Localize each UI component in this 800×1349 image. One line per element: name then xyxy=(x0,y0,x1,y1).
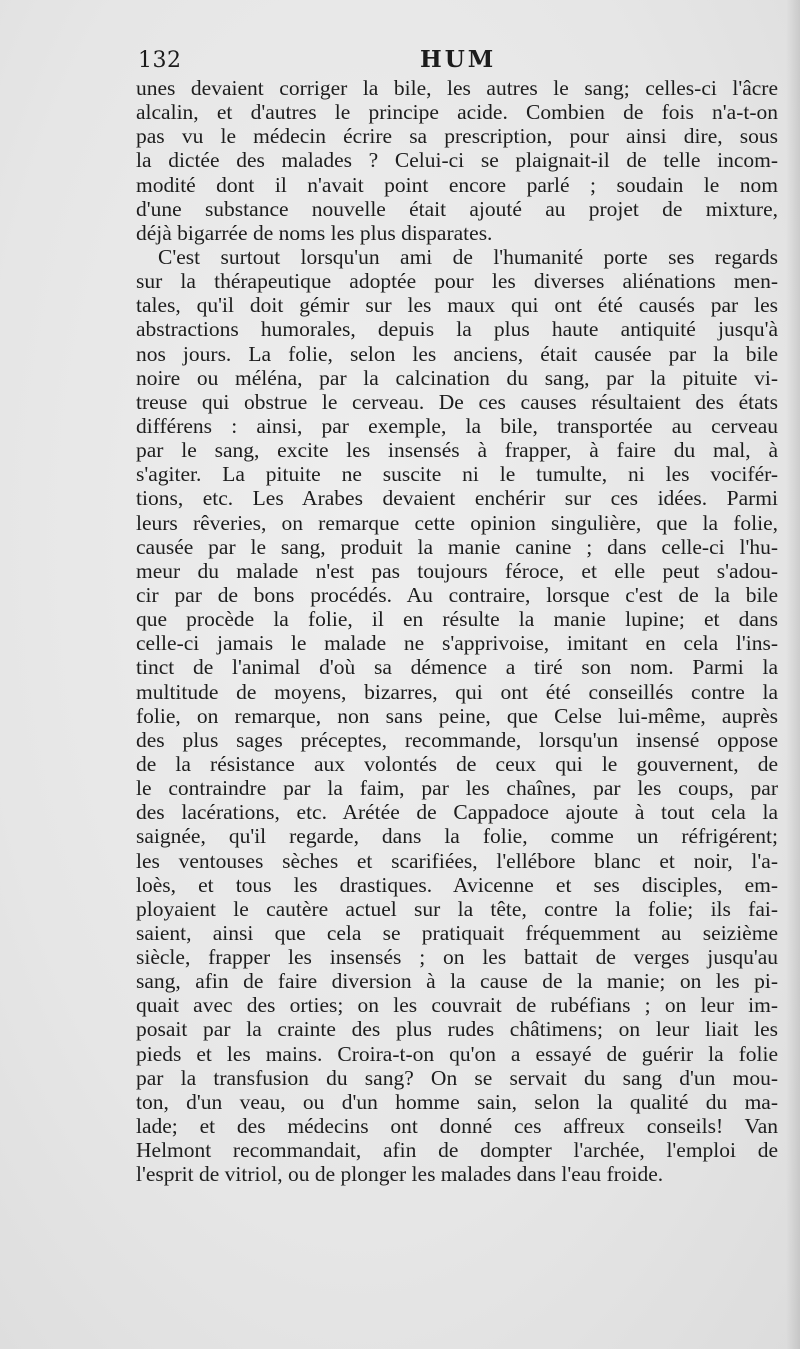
text-line: s'agiter. La pituite ne suscite ni le tumulte, ni les vocifér- xyxy=(136,462,778,487)
text-line: multitude de moyens, bizarres, qui ont été conseillés contre la xyxy=(136,679,778,704)
paragraph-1 xyxy=(136,76,778,245)
text-line: saignée, qu'il regarde, dans la folie, comme un réfrigérent; xyxy=(136,824,778,849)
text-line: ployaient le cautère actuel sur la tête, contre la folie; ils fai- xyxy=(136,896,778,921)
text-line: pieds et les mains. Croira-t-on qu'on a essayé de guérir la folie xyxy=(136,1041,778,1066)
text-line: quait avec des orties; on les couvrait de rubéfians ; on leur im- xyxy=(136,993,778,1018)
text-line: sur la thérapeutique adoptée pour les diverses aliénations men- xyxy=(136,269,778,294)
text-line: loès, et tous les drastiques. Avicenne et ses disciples, em- xyxy=(136,872,778,897)
text-line: l'esprit de vitriol, ou de plonger les malades dans l'eau froide. xyxy=(136,1162,664,1187)
text-line: déjà bigarrée de noms les plus disparates. xyxy=(136,220,493,245)
text-line: C'est surtout lorsqu'un ami de l'humanité porte ses regards xyxy=(158,244,778,269)
text-line: tions, etc. Les Arabes devaient enchérir sur ces idées. Parmi xyxy=(136,486,778,511)
paragraph-2 xyxy=(136,245,778,1186)
text-line: des plus sages préceptes, recommande, lorsqu'un insensé oppose xyxy=(136,727,778,752)
text-line: différens : ainsi, par exemple, la bile, transportée au cerveau xyxy=(136,413,778,438)
text-line: des lacérations, etc. Arétée de Cappadoce ajoute à tout cela la xyxy=(136,800,778,825)
text-line: que procède la folie, il en résulte la manie lupine; et dans xyxy=(136,607,778,632)
text-line: lade; et des médecins ont donné ces affreux conseils! Van xyxy=(136,1114,778,1139)
text-line: la dictée des malades ? Celui-ci se plaignait-il de telle incom- xyxy=(136,148,778,173)
text-line: leurs rêveries, on remarque cette opinion singulière, que la folie, xyxy=(136,510,778,535)
text-line: posait par la crainte des plus rudes châtimens; on leur liait les xyxy=(136,1017,778,1042)
text-line: tales, qu'il doit gémir sur les maux qui ont été causés par les xyxy=(136,293,778,318)
page-number: 132 xyxy=(138,48,182,73)
page-header xyxy=(136,46,776,76)
text-line: unes devaient corriger la bile, les autres le sang; celles-ci l'âcre xyxy=(136,76,778,100)
text-line: de la résistance aux volontés de ceux qui le gouvernent, de xyxy=(136,751,778,776)
text-line: ton, d'un veau, ou d'un homme sain, selon la qualité du ma- xyxy=(136,1089,778,1114)
text-line: par le sang, excite les insensés à frapper, à faire du mal, à xyxy=(136,438,778,463)
running-head: HUM xyxy=(420,46,497,73)
text-line: alcalin, et d'autres le principe acide. Combien de fois n'a-t-on xyxy=(136,100,778,125)
text-line: modité dont il n'avait point encore parlé ; soudain le nom xyxy=(136,172,778,197)
text-line: siècle, frapper les insensés ; on les battait de verges jusqu'au xyxy=(136,945,778,970)
text-line: par la transfusion du sang? On se servait du sang d'un mou- xyxy=(136,1065,778,1090)
text-line: sang, afin de faire diversion à la cause de la manie; on les pi- xyxy=(136,969,778,994)
text-line: folie, on remarque, non sans peine, que Celse lui-même, auprès xyxy=(136,703,778,728)
text-line: saient, ainsi que cela se pratiquait fréquemment au seizième xyxy=(136,920,778,945)
text-line: treuse qui obstrue le cerveau. De ces causes résultaient des états xyxy=(136,389,778,414)
page-edge-shadow xyxy=(786,0,800,1349)
body-text xyxy=(136,76,778,1186)
text-line: tinct de l'animal d'où sa démence a tiré son nom. Parmi la xyxy=(136,655,778,680)
text-line: causée par le sang, produit la manie canine ; dans celle-ci l'hu- xyxy=(136,534,778,559)
text-line: meur du malade n'est pas toujours féroce, et elle peut s'adou- xyxy=(136,558,778,583)
text-line: Helmont recommandait, afin de dompter l'archée, l'emploi de xyxy=(136,1138,778,1163)
text-line: le contraindre par la faim, par les chaînes, par les coups, par xyxy=(136,776,778,801)
text-line: pas vu le médecin écrire sa prescription, pour ainsi dire, sous xyxy=(136,124,778,149)
text-line: les ventouses sèches et scarifiées, l'ellébore blanc et noir, l'a- xyxy=(136,848,778,873)
text-line: noire ou méléna, par la calcination du sang, par la pituite vi- xyxy=(136,365,778,390)
text-line: d'une substance nouvelle était ajouté au projet de mixture, xyxy=(136,196,778,221)
text-line: abstractions humorales, depuis la plus haute antiquité jusqu'à xyxy=(136,317,778,342)
text-line: nos jours. La folie, selon les anciens, était causée par la bile xyxy=(136,341,778,366)
text-line: cir par de bons procédés. Au contraire, lorsque c'est de la bile xyxy=(136,582,778,607)
text-line: celle-ci jamais le malade ne s'apprivoise, imitant en cela l'ins- xyxy=(136,631,778,656)
